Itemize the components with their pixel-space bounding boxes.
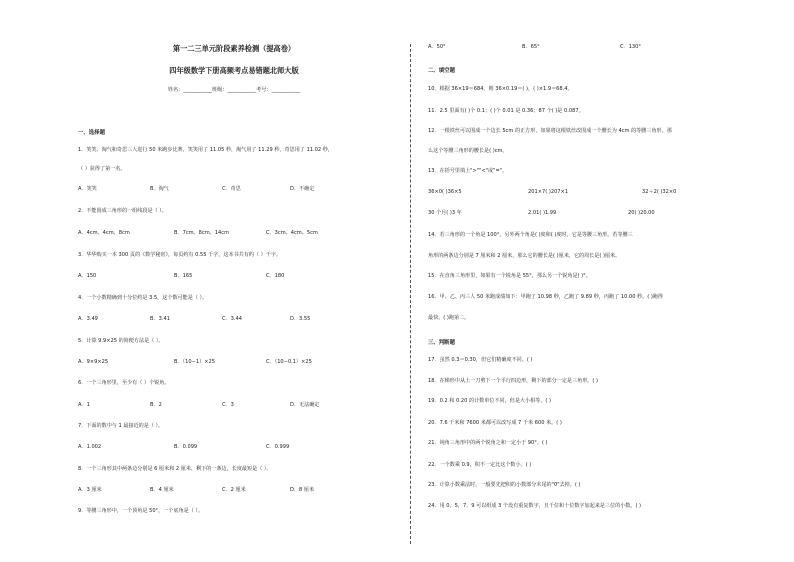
q7-option-c: C．0.999 [266,444,290,450]
q6-option-c: C．3 [222,402,234,408]
q1-stem-cont: （ ）获得了第一名。 [78,166,126,172]
q5-option-b: B．（10−1）×25 [174,359,215,365]
q21-stem: 21．钝角三角形中的两个锐角之和一定小于 90°。( ) [428,440,548,446]
q8-option-c: C．2 厘米 [222,487,246,493]
q7-option-b: B．0.099 [174,444,198,450]
q4-option-a: A．3.49 [78,316,98,322]
q9-option-c: C．130° [620,44,641,50]
q4-option-b: B．3.41 [150,316,170,322]
q12-stem-cont: 么这个等腰三角形的腰长是( )cm。 [428,148,508,154]
q13-compare-2: 201×7( )207×1 [528,189,569,195]
q2-stem: 2．不能围成三角形的一组线段是（ ）。 [78,208,167,214]
q5-stem: 5．计算 9.9×25 的简便方法是（ ）。 [78,338,164,344]
q6-option-b: B．2 [150,402,162,408]
column-divider [410,44,411,544]
q6-option-a: A．1 [78,402,90,408]
q19-stem: 19．0.2 和 0.20 的计数单位不同，但是大小相等。( ) [428,398,551,404]
q14-stem: 14．若三角形的一个角是 100°，另外两个角是( )度和( )度时，它是等腰三角形。若等腰三 [428,232,633,238]
q5-option-c: C．（10−0.1）×25 [266,359,312,365]
q14-stem-cont: 角形的两条边分别是 7 厘米和 2 厘米，那么它的腰长是( )厘米，它的周长是( )厘米。 [428,253,621,259]
q8-option-d: D．8 厘米 [290,487,315,493]
section-judge-heading: 三、判断题 [428,340,455,346]
q2-option-b: B．7cm、8cm、14cm [174,230,230,236]
q1-option-d: D．不确定 [290,186,315,192]
q3-stem: 3．华华购买一本 300 页的《数学秘密》，每页约有 0.55 千字，这本书共有约（ ）千字。 [78,252,282,258]
q4-option-d: D．3.55 [290,316,311,322]
q7-option-a: A．1.002 [78,444,102,450]
q13-compare-4: 30 个月( )3 年 [428,210,462,216]
section-fill-heading: 二、填空题 [428,68,455,74]
q2-option-c: C．3cm、4cm、5cm [266,230,318,236]
q16-stem-cont: 最快，( )跑第二。 [428,315,470,321]
q17-stem: 17．虽然 0.3＝0.30，但它们精确度不同。( ) [428,357,533,363]
q9-option-a: A．50° [428,44,446,50]
q11-stem: 11．2.5 里面有( )个 0.1；( )个 0.01 是 0.36；87 个( )是 0.087。 [428,108,584,114]
q16-stem: 16．甲、乙、丙三人 50 米跑成绩如下：甲跑了 10.98 秒，乙跑了 9.89 秒，丙跑了 10.00 秒。( )跑得 [428,294,664,300]
q22-stem: 22．一个数乘 0.9，积不一定比这个数小。( ) [428,462,532,468]
q5-option-a: A．9×9×25 [78,359,109,365]
q2-option-a: A．4cm、4cm、8cm [78,230,130,236]
q12-stem: 12．一根铁丝可以围成一个边长 5cm 的正方形，如果将这根铁丝改围成一个腰长为 4cm 的等腰三角形，那 [428,128,672,134]
q1-option-a: A．笑笑 [78,186,97,192]
q20-stem: 20．7.6 千米和 7600 米都可以改写成 7 千米 600 米。( ) [428,420,562,426]
exam-subtitle: 四年级数学下册高频考点易错题北师大版 [169,66,299,75]
q1-option-c: C．奇思 [222,186,241,192]
q4-option-c: C．3.44 [222,316,242,322]
student-info-line: 姓名：___________班级：___________考号：___________ [167,87,301,93]
q3-option-c: C．180 [266,273,285,279]
q13-compare-6: 20( )20.00 [628,210,655,216]
q6-stem: 6．一个三角形里，至少有（ ）个锐角。 [78,380,170,386]
q9-option-b: B．65° [522,44,540,50]
q3-option-b: B．165 [174,273,193,279]
q9-stem: 9．等腰三角形中，一个顶角是 50°，一个底角是（ ）。 [78,508,204,514]
q6-option-d: D．无法确定 [290,402,320,408]
q15-stem: 15．在直角三角形里，如果有一个锐角是 55°，那么另一个锐角是( )°。 [428,273,591,279]
q13-compare-3: 32＋2( )32×0 [642,189,677,195]
q3-option-a: A．150 [78,273,97,279]
exam-title: 第一二三单元阶段素养检测（提高卷） [172,44,296,53]
q23-stem: 23．计算小数乘法时，一般要先把积的小数部分末尾的"0"去掉。( ) [428,482,581,488]
q10-stem: 10．根据 36×19＝684，则 36×0.19＝( )，( )×1.9＝68.4。 [428,86,573,92]
q8-option-a: A．3 厘米 [78,487,102,493]
section-choice-heading: 一、选择题 [78,130,105,136]
q1-stem: 1．笑笑、淘气和奇思三人进行 50 米跑步比赛，笑笑用了 11.05 秒，淘气用了 11.29 秒，奇思用了 11.02 秒， [78,147,333,153]
q13-stem: 13．在括号里填上">""<"或"="。 [428,168,508,174]
q4-stem: 4．一个小数精确到十分位约是 3.5，这个数可能是（ ）。 [78,295,208,301]
q13-compare-5: 2.01( )1.99 [528,210,557,216]
q8-stem: 8．一个三角形其中两条边分别是 6 厘米和 2 厘米，剩下的一条边，长度最短是（ ）。 [78,466,272,472]
q24-stem: 24．用 0，5，7，9 可以组成 3 个没有重复数字，且千位和十位数字加起来是三位的小数。( ) [428,503,642,509]
q8-option-b: B．4 厘米 [150,487,174,493]
q13-compare-1: 36×0( )36×5 [428,189,462,195]
q1-option-b: B．淘气 [150,186,169,192]
q7-stem: 7．下面的数中与 1 最接近的是（ ）。 [78,423,164,429]
q18-stem: 18．在梯形中从上一刀剪下一个平行四边形，剩下的部分一定是三角形。( ) [428,378,598,384]
